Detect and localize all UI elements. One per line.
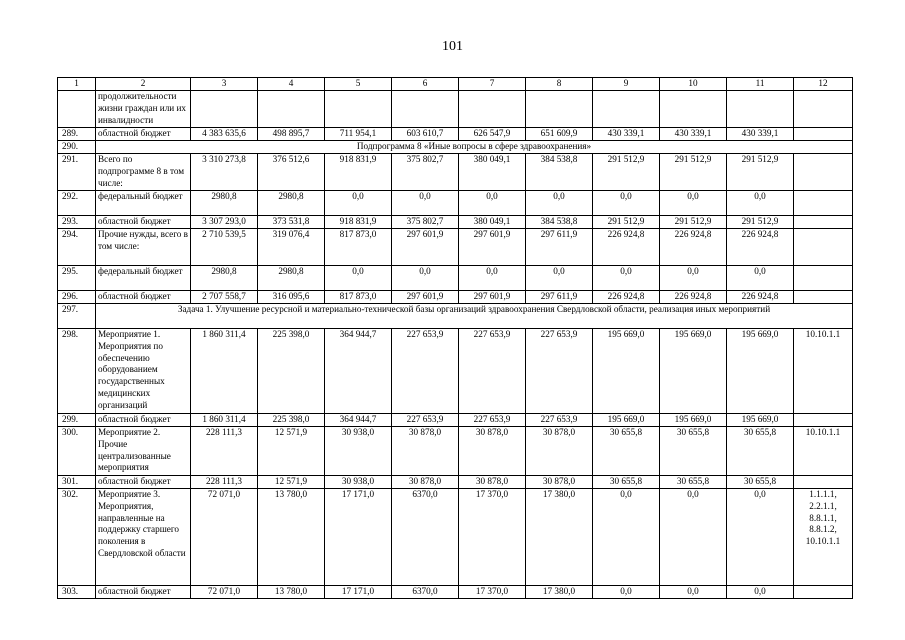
row-name: областной бюджет: [96, 414, 191, 427]
value-cell: 228 111,3: [191, 476, 258, 489]
table-row: [58, 489, 853, 586]
value-cell: 0,0: [727, 191, 794, 216]
value-cell: 1 860 311,4: [191, 329, 258, 414]
value-cell: 226 924,8: [593, 291, 660, 304]
value-cell: 297 601,9: [459, 291, 526, 304]
value-cell: 13 780,0: [258, 586, 325, 599]
table-row: [58, 128, 853, 141]
row-name: федеральный бюджет: [96, 191, 191, 216]
value-cell: [727, 91, 794, 128]
value-cell: 603 610,7: [392, 128, 459, 141]
value-cell: [325, 91, 392, 128]
value-cell: 430 339,1: [727, 128, 794, 141]
row-index: 296.: [58, 291, 96, 304]
value-cell: 0,0: [727, 266, 794, 291]
value-cell: 0,0: [526, 191, 593, 216]
value-cell: [660, 91, 727, 128]
row-index: 290.: [58, 141, 96, 154]
value-cell: 2980,8: [191, 266, 258, 291]
value-cell: 384 538,8: [526, 216, 593, 229]
header-cell: 7: [459, 78, 526, 91]
value-cell: 651 609,9: [526, 128, 593, 141]
value-cell: 30 938,0: [325, 427, 392, 476]
value-cell: 30 655,8: [593, 476, 660, 489]
value-cell: 30 655,8: [660, 427, 727, 476]
value-cell: 227 653,9: [459, 414, 526, 427]
value-cell: 291 512,9: [660, 216, 727, 229]
value-cell: 226 924,8: [727, 229, 794, 266]
value-cell: 17 370,0: [459, 489, 526, 586]
value-cell: 3 310 273,8: [191, 154, 258, 191]
value-cell: 375 802,7: [392, 154, 459, 191]
value-cell: 0,0: [593, 586, 660, 599]
value-cell: 0,0: [660, 489, 727, 586]
value-cell: [593, 91, 660, 128]
row-index: 295.: [58, 266, 96, 291]
header-cell: 5: [325, 78, 392, 91]
row-name: областной бюджет: [96, 128, 191, 141]
value-cell: 626 547,9: [459, 128, 526, 141]
value-cell: 195 669,0: [660, 329, 727, 414]
value-cell: 195 669,0: [660, 414, 727, 427]
value-cell: 30 878,0: [459, 427, 526, 476]
value-cell: 4 383 635,6: [191, 128, 258, 141]
target-code: 1.1.1.1, 2.2.1.1, 8.8.1.1, 8.8.1.2, 10.10.1.1: [794, 489, 853, 586]
row-name: областной бюджет: [96, 216, 191, 229]
row-index: 289.: [58, 128, 96, 141]
value-cell: 227 653,9: [526, 329, 593, 414]
value-cell: 195 669,0: [593, 329, 660, 414]
value-cell: 430 339,1: [660, 128, 727, 141]
row-index: 298.: [58, 329, 96, 414]
header-cell: 9: [593, 78, 660, 91]
value-cell: 498 895,7: [258, 128, 325, 141]
value-cell: 6370,0: [392, 586, 459, 599]
value-cell: 0,0: [325, 191, 392, 216]
row-index: 294.: [58, 229, 96, 266]
value-cell: 364 944,7: [325, 414, 392, 427]
value-cell: 12 571,9: [258, 476, 325, 489]
section-title: Задача 1. Улучшение ресурсной и материально-технической базы организаций здравоохранения Свердловской области, реализация иных мероприятий: [96, 304, 853, 329]
row-index: 293.: [58, 216, 96, 229]
value-cell: 817 873,0: [325, 291, 392, 304]
name-cell: продолжительности жизни граждан или их инвалидности: [96, 91, 191, 128]
value-cell: 72 071,0: [191, 489, 258, 586]
value-cell: 30 878,0: [459, 476, 526, 489]
value-cell: 291 512,9: [593, 154, 660, 191]
value-cell: 0,0: [660, 586, 727, 599]
value-cell: 12 571,9: [258, 427, 325, 476]
value-cell: 30 878,0: [526, 476, 593, 489]
value-cell: 17 171,0: [325, 489, 392, 586]
value-cell: 226 924,8: [593, 229, 660, 266]
value-cell: 228 111,3: [191, 427, 258, 476]
table-row: [58, 329, 853, 414]
page-number: 101: [442, 39, 463, 54]
value-cell: 0,0: [459, 191, 526, 216]
value-cell: 225 398,0: [258, 329, 325, 414]
table-row: [58, 476, 853, 489]
header-cell: 2: [96, 78, 191, 91]
value-cell: 297 601,9: [459, 229, 526, 266]
row-name: Прочие нужды, всего в том числе:: [96, 229, 191, 266]
row-name: Мероприятие 3. Мероприятия, направленные на поддержку старшего поколения в Свердловской области: [96, 489, 191, 586]
row-index: 297.: [58, 304, 96, 329]
value-cell: 380 049,1: [459, 154, 526, 191]
value-cell: 0,0: [660, 191, 727, 216]
value-cell: [526, 91, 593, 128]
target-code: [794, 154, 853, 191]
value-cell: 1 860 311,4: [191, 414, 258, 427]
row-name: федеральный бюджет: [96, 266, 191, 291]
row-name: областной бюджет: [96, 291, 191, 304]
value-cell: 13 780,0: [258, 489, 325, 586]
value-cell: 227 653,9: [526, 414, 593, 427]
row-index: 299.: [58, 414, 96, 427]
value-cell: 918 831,9: [325, 216, 392, 229]
header-cell: 3: [191, 78, 258, 91]
value-cell: 226 924,8: [727, 291, 794, 304]
value-cell: 2980,8: [258, 266, 325, 291]
table-row: [58, 291, 853, 304]
value-cell: 297 611,9: [526, 229, 593, 266]
value-cell: 226 924,8: [660, 229, 727, 266]
row-name: областной бюджет: [96, 586, 191, 599]
value-cell: 0,0: [459, 266, 526, 291]
table-row: [58, 191, 853, 216]
value-cell: 291 512,9: [727, 216, 794, 229]
index-cell: [58, 91, 96, 128]
header-cell: 1: [58, 78, 96, 91]
value-cell: 17 171,0: [325, 586, 392, 599]
target-code: [794, 291, 853, 304]
value-cell: [191, 91, 258, 128]
value-cell: 297 601,9: [392, 291, 459, 304]
row-index: 301.: [58, 476, 96, 489]
value-cell: 30 655,8: [593, 427, 660, 476]
row-name: Мероприятие 2. Прочие централизованные мероприятия: [96, 427, 191, 476]
value-cell: [392, 91, 459, 128]
value-cell: 17 370,0: [459, 586, 526, 599]
value-cell: 291 512,9: [593, 216, 660, 229]
row-index: 302.: [58, 489, 96, 586]
row-index: 291.: [58, 154, 96, 191]
value-cell: 195 669,0: [727, 414, 794, 427]
value-cell: 30 655,8: [727, 476, 794, 489]
target-code: [794, 216, 853, 229]
table-row: [58, 414, 853, 427]
value-cell: 30 938,0: [325, 476, 392, 489]
value-cell: 72 071,0: [191, 586, 258, 599]
target-code: [794, 191, 853, 216]
value-cell: 364 944,7: [325, 329, 392, 414]
value-cell: [258, 91, 325, 128]
section-row: [58, 141, 853, 154]
target-code: [794, 414, 853, 427]
value-cell: 195 669,0: [593, 414, 660, 427]
value-cell: 6370,0: [392, 489, 459, 586]
table-row: [58, 427, 853, 476]
value-cell: 0,0: [526, 266, 593, 291]
target-code: [794, 476, 853, 489]
row-index: 300.: [58, 427, 96, 476]
table-row: [58, 154, 853, 191]
value-cell: 227 653,9: [459, 329, 526, 414]
value-cell: 2980,8: [191, 191, 258, 216]
value-cell: 380 049,1: [459, 216, 526, 229]
value-cell: 0,0: [593, 266, 660, 291]
row-name: областной бюджет: [96, 476, 191, 489]
value-cell: 2980,8: [258, 191, 325, 216]
value-cell: 0,0: [392, 191, 459, 216]
header-cell: 10: [660, 78, 727, 91]
value-cell: 30 878,0: [392, 476, 459, 489]
value-cell: 376 512,6: [258, 154, 325, 191]
value-cell: 227 653,9: [392, 414, 459, 427]
target-code: [794, 128, 853, 141]
value-cell: 2 710 539,5: [191, 229, 258, 266]
budget-table: [57, 77, 853, 599]
value-cell: 225 398,0: [258, 414, 325, 427]
header-cell: 6: [392, 78, 459, 91]
continuation-row: [58, 91, 853, 128]
value-cell: 375 802,7: [392, 216, 459, 229]
value-cell: 291 512,9: [727, 154, 794, 191]
table-row: [58, 266, 853, 291]
table-row: [58, 586, 853, 599]
value-cell: 817 873,0: [325, 229, 392, 266]
value-cell: 316 095,6: [258, 291, 325, 304]
target-code: [794, 229, 853, 266]
target-code: 10.10.1.1: [794, 329, 853, 414]
value-cell: 0,0: [325, 266, 392, 291]
value-cell: 30 878,0: [526, 427, 593, 476]
header-cell: 11: [727, 78, 794, 91]
value-cell: 0,0: [392, 266, 459, 291]
value-cell: 195 669,0: [727, 329, 794, 414]
value-cell: 0,0: [593, 191, 660, 216]
header-row: [58, 78, 853, 91]
header-cell: 8: [526, 78, 593, 91]
value-cell: 227 653,9: [392, 329, 459, 414]
row-index: 303.: [58, 586, 96, 599]
value-cell: 226 924,8: [660, 291, 727, 304]
section-title: Подпрограмма 8 «Иные вопросы в сфере здравоохранения»: [96, 141, 853, 154]
row-name: Всего по подпрограмме 8 в том числе:: [96, 154, 191, 191]
value-cell: 17 380,0: [526, 586, 593, 599]
value-cell: 297 601,9: [392, 229, 459, 266]
value-cell: [459, 91, 526, 128]
value-cell: 291 512,9: [660, 154, 727, 191]
code-cell: [794, 91, 853, 128]
row-index: 292.: [58, 191, 96, 216]
value-cell: 430 339,1: [593, 128, 660, 141]
table-row: [58, 229, 853, 266]
value-cell: 3 307 293,0: [191, 216, 258, 229]
value-cell: 918 831,9: [325, 154, 392, 191]
value-cell: 297 611,9: [526, 291, 593, 304]
header-cell: 4: [258, 78, 325, 91]
row-name: Мероприятие 1. Мероприятия по обеспечению оборудованием государственных медицинских организаций: [96, 329, 191, 414]
value-cell: 0,0: [593, 489, 660, 586]
value-cell: 384 538,8: [526, 154, 593, 191]
value-cell: 0,0: [727, 489, 794, 586]
table-body: [58, 78, 853, 599]
section-row: [58, 304, 853, 329]
target-code: [794, 586, 853, 599]
value-cell: 30 655,8: [660, 476, 727, 489]
value-cell: 17 380,0: [526, 489, 593, 586]
value-cell: 0,0: [660, 266, 727, 291]
value-cell: 711 954,1: [325, 128, 392, 141]
header-cell: 12: [794, 78, 853, 91]
table-row: [58, 216, 853, 229]
value-cell: 0,0: [727, 586, 794, 599]
value-cell: 2 707 558,7: [191, 291, 258, 304]
value-cell: 373 531,8: [258, 216, 325, 229]
value-cell: 30 655,8: [727, 427, 794, 476]
value-cell: 319 076,4: [258, 229, 325, 266]
target-code: [794, 266, 853, 291]
value-cell: 30 878,0: [392, 427, 459, 476]
target-code: 10.10.1.1: [794, 427, 853, 476]
